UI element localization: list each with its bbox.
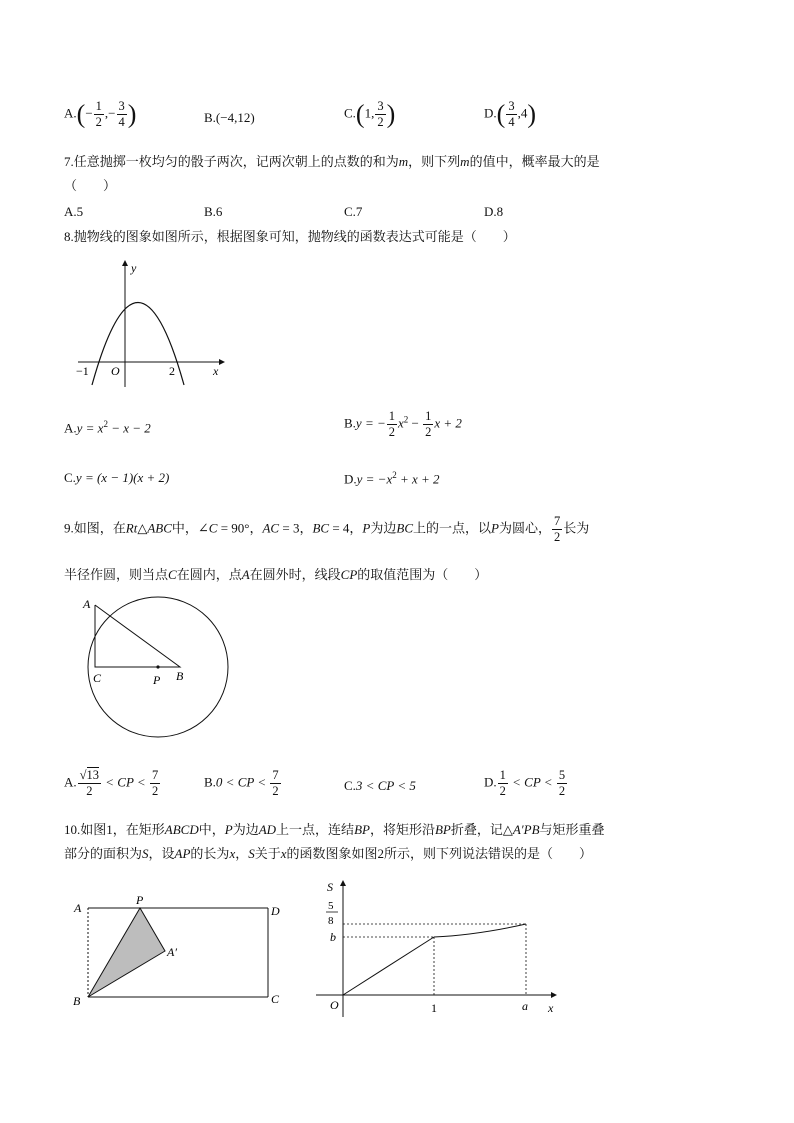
label-b: b <box>330 930 336 944</box>
label-d: D <box>271 904 280 918</box>
folded-triangle <box>88 908 165 997</box>
label-5-8-num: 5 <box>328 900 334 912</box>
label-a-prime: A′ <box>167 945 177 959</box>
tick-a: a <box>522 999 528 1013</box>
q8-option-b[interactable]: B.y = − $\frac{1}{2}$ $x^2$ − $\frac{1}{2}$ x + 2 <box>344 409 462 440</box>
q6-option-c[interactable]: C.(1, $\frac{3}{2}$ ) <box>344 99 396 130</box>
q9-option-c[interactable]: C.3 < CP < 5 <box>344 778 416 793</box>
q8-stem: 8.抛物线的图象如图所示，根据图象可知，抛物线的函数表达式可能是（ ） <box>64 229 516 244</box>
label-c: C <box>271 992 280 1006</box>
label-a: A <box>83 597 91 611</box>
q9-option-a[interactable]: A. $\frac{√13}{2}$ < CP < $\frac{7}{2}$ <box>64 768 159 799</box>
q6-option-d[interactable]: D.( $\frac{3}{4}$ ,4) <box>484 99 536 130</box>
q9-option-b[interactable]: B.0 < CP < $\frac{7}{2}$ <box>204 768 279 799</box>
q9-stem-line2: 半径作圆，则当点C在圆内，点A在圆外时，线段CP的取值范围为（ ） <box>64 567 488 582</box>
label-b: B <box>176 669 184 683</box>
label-c: C <box>93 671 102 685</box>
q7-option-a[interactable]: A.5 <box>64 204 84 219</box>
q7-stem: 7.任意抛掷一枚均匀的骰子两次，记两次朝上的点数的和为m，则下列m的值中，概率最大的是 <box>64 154 600 169</box>
q9-stem-line1: 9.如图，在Rt△ABC中，∠C = 90°，AC = 3，BC = 4，P为边BC上的一点，以P为圆心， $\frac{7}{2}$ 长为 <box>64 514 590 545</box>
label-p: P <box>136 893 144 907</box>
q10-fig2-graph <box>312 877 562 1017</box>
origin-label: O <box>111 364 120 378</box>
q6-option-a[interactable]: A.(− $\frac{1}{2}$ ,− $\frac{3}{4}$ ) <box>64 99 137 130</box>
x-axis-label: x <box>548 1001 554 1015</box>
q9-option-d[interactable]: D. $\frac{1}{2}$ < CP < $\frac{5}{2}$ <box>484 768 566 799</box>
left-root-label: −1 <box>76 364 89 378</box>
right-root-label: 2 <box>169 364 175 378</box>
origin-label: O <box>330 998 339 1012</box>
q10-stem-line2: 部分的面积为S，设AP的长为x，S关于x的函数图象如图2所示，则下列说法错误的是（ ） <box>64 846 593 861</box>
s-curve-linear <box>343 937 434 995</box>
s-curve-rising <box>434 924 526 937</box>
q8-option-c[interactable]: C.y = (x − 1)(x + 2) <box>64 470 170 485</box>
tick-1: 1 <box>431 1001 437 1015</box>
label-5-8-den: 8 <box>328 915 334 927</box>
q7-option-c[interactable]: C.7 <box>344 204 363 219</box>
q10-stem-line1: 10.如图1，在矩形ABCD中，P为边AD上一点，连结BP，将矩形沿BP折叠，记△A′PB与矩形重叠 <box>64 822 605 837</box>
q10-fig1-rectangle <box>68 890 293 1012</box>
s-axis-label: S <box>327 880 333 894</box>
q6-option-b[interactable]: B.(−4,12) <box>204 110 255 125</box>
q8-option-a[interactable]: $A.y = x^2 - x - 2$ <box>64 419 151 436</box>
label-a: A <box>74 901 82 915</box>
y-axis-label: y <box>131 261 137 275</box>
q7-option-d[interactable]: D.8 <box>484 204 504 219</box>
label-b: B <box>73 994 81 1008</box>
q9-circle-figure <box>78 592 238 747</box>
x-axis-label: x <box>213 364 219 378</box>
q8-option-d[interactable]: $D.y = -x^2 + x + 2$ <box>344 470 440 487</box>
q7-option-b[interactable]: B.6 <box>204 204 223 219</box>
q7-bracket: （ ） <box>64 178 117 193</box>
q8-parabola-graph <box>70 255 230 390</box>
triangle-abc <box>95 605 180 667</box>
label-p: P <box>153 673 161 687</box>
point-p <box>156 665 159 668</box>
